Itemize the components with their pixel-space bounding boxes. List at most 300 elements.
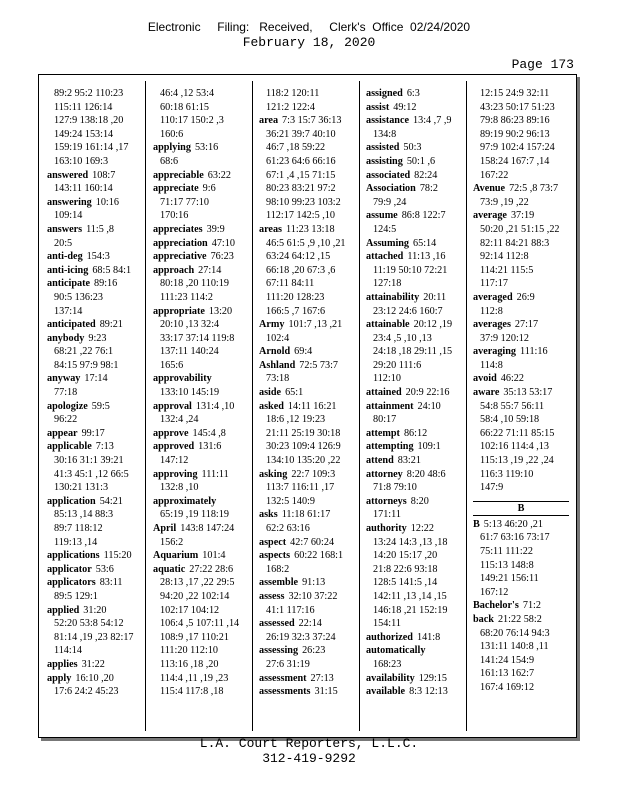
page-line-refs: 171:11 <box>373 509 401 521</box>
index-word: Ashland <box>259 359 296 371</box>
page-line-refs: 50:20 ,21 51:15 ,22 <box>480 223 560 235</box>
filing-stamp: Electronic Filing: Received, Clerk's Office 02/24/2020 <box>147 20 471 34</box>
index-word: applicators <box>47 577 96 589</box>
index-entry <box>153 264 249 278</box>
index-entry <box>473 182 569 196</box>
page-line-refs: 27:17 <box>514 319 539 331</box>
index-word: assigned <box>366 88 403 99</box>
page-line-refs: 166:5 ,7 167:6 <box>266 305 326 317</box>
page-line-refs: 112:17 142:5 ,10 <box>266 210 335 222</box>
page-line-refs: 47:10 <box>211 237 235 249</box>
page-line-refs: 24:10 <box>417 400 441 412</box>
page-line-refs: 111:20 128:23 <box>266 291 325 303</box>
page-line-refs: 50:1 ,6 <box>406 155 436 167</box>
page-line-refs: 69:4 <box>294 346 313 358</box>
page-line-refs: 134:10 135:20 ,22 <box>266 455 341 467</box>
index-entry <box>366 141 462 155</box>
index-word: availability <box>366 672 415 684</box>
index-entry <box>473 318 569 332</box>
page-line-refs: 11:5 ,8 <box>86 223 115 235</box>
index-entry <box>366 454 462 468</box>
page-line-refs: 12:22 <box>410 523 434 534</box>
index-entry <box>473 209 569 223</box>
index-entry <box>259 468 355 482</box>
index-entry <box>366 631 462 645</box>
footer-company: L.A. Court Reporters, L.L.C. <box>199 736 419 751</box>
page-line-refs: 92:14 112:8 <box>480 251 529 263</box>
index-word: assessed <box>259 618 295 630</box>
index-entry <box>366 685 462 699</box>
index-word: averaged <box>473 291 513 303</box>
index-word: attainability <box>366 291 420 303</box>
page-line-refs: 23:12 24:6 160:7 <box>373 305 443 317</box>
page-line-refs: 134:8 <box>373 128 397 140</box>
index-word: authority <box>366 523 407 534</box>
page-line-refs: 7:13 <box>95 441 114 453</box>
index-entry <box>153 563 249 577</box>
page-line-refs: 20:10 ,13 32:4 <box>160 319 220 331</box>
index-word: applied <box>47 604 80 616</box>
page-line-refs: 159:19 161:14 ,17 <box>54 142 129 154</box>
page-line-refs: 52:20 53:8 54:12 <box>54 618 124 630</box>
page-line-refs: 127:9 138:18 ,20 <box>54 115 124 127</box>
page-line-refs: 7:3 15:7 36:13 <box>282 115 342 127</box>
page-line-refs: 42:7 60:24 <box>290 536 335 548</box>
page-line-refs: 86:12 <box>403 427 428 439</box>
page-line-refs: 106:4 ,5 107:11 ,14 <box>160 618 240 630</box>
index-word: applicable <box>47 441 92 453</box>
index-word: approved <box>153 441 195 453</box>
page-line-refs: 82:24 <box>414 169 438 181</box>
page-line-refs: 71:2 <box>522 600 541 612</box>
index-entry <box>366 155 462 169</box>
page-line-refs: 11:13 ,16 <box>407 251 446 263</box>
index-entry <box>259 685 355 699</box>
page-line-refs: 18:6 ,12 19:23 <box>266 414 326 426</box>
page-line-refs: 108:9 ,17 110:21 <box>160 631 229 643</box>
index-entry <box>47 604 143 618</box>
index-word: application <box>47 495 96 507</box>
index-word: anybody <box>47 332 85 344</box>
index-entry <box>366 440 462 454</box>
index-word: Avenue <box>473 183 506 195</box>
page-line-refs: 109:1 <box>417 441 441 453</box>
page-line-refs: 63:24 64:12 ,15 <box>266 251 331 263</box>
page-line-refs: 131:4 ,10 <box>195 400 235 412</box>
page-line-refs: 145:4 ,8 <box>192 427 226 439</box>
index-entry <box>473 345 569 359</box>
index-entry <box>259 114 355 128</box>
index-word: available <box>366 686 406 698</box>
index-word: attempt <box>366 427 400 439</box>
index-word: answering <box>47 196 92 208</box>
footer-phone: 312-419-9292 <box>262 751 356 766</box>
filing-date: February 18, 2020 <box>242 35 376 50</box>
page-line-refs: 79:9 ,24 <box>373 196 407 208</box>
page-line-refs: 27:13 <box>310 672 334 684</box>
index-word: apply <box>47 672 72 684</box>
page-line-refs: 31:22 <box>81 658 105 670</box>
page-line-refs: 21:8 22:6 93:18 <box>373 563 438 575</box>
page-line-refs: 89:5 129:1 <box>54 590 98 602</box>
index-word: answered <box>47 169 89 181</box>
page-line-refs <box>425 645 429 656</box>
page-line-refs: 22:7 109:3 <box>291 468 336 480</box>
page-line-refs: 75:11 111:22 <box>480 546 533 557</box>
index-entry <box>47 196 143 210</box>
page-line-refs: 6:3 <box>406 88 420 99</box>
index-word: applies <box>47 658 78 670</box>
page-line-refs: 16:10 ,20 <box>75 672 114 684</box>
page-line-refs: 115:13 148:8 <box>480 559 534 571</box>
page-line-refs: 80:23 83:21 97:2 <box>266 183 336 195</box>
page-line-refs: 26:23 <box>302 645 326 657</box>
index-word: Bachelor's <box>473 600 519 612</box>
page-line-refs: 116:3 119:10 <box>480 468 534 480</box>
index-entry <box>47 563 143 577</box>
page-line-refs: 102:4 <box>266 332 290 344</box>
page-line-refs: 46:7 ,18 59:22 <box>266 142 326 154</box>
index-word: appreciation <box>153 237 208 249</box>
index-entry <box>259 345 355 359</box>
page-line-refs: 21:11 25:19 30:18 <box>266 427 341 439</box>
page-line-refs: 96:22 <box>54 414 78 426</box>
index-word: attend <box>366 455 394 467</box>
page-line-refs: 142:11 ,13 ,14 ,15 <box>373 590 447 602</box>
page-line-refs: 71:8 79:10 <box>373 482 417 494</box>
index-word: assessment <box>259 672 307 684</box>
column-divider <box>466 81 467 731</box>
page-line-refs: 118:2 120:11 <box>266 88 320 99</box>
page-line-refs: 149:21 156:11 <box>480 573 539 585</box>
page-line-refs: 167:12 <box>480 586 509 598</box>
index-entry <box>153 440 249 454</box>
page-line-refs: 114:4 ,11 ,19 ,23 <box>160 672 229 684</box>
index-entry <box>366 400 462 414</box>
page-line-refs: 35:13 53:17 <box>503 387 553 399</box>
index-word: approve <box>153 427 189 439</box>
page-line-refs: 109:14 <box>54 210 83 222</box>
index-word: assessing <box>259 645 299 657</box>
page-line-refs: 91:13 <box>302 577 326 589</box>
index-entry <box>153 427 249 441</box>
page-line-refs: 13:4 ,7 ,9 <box>413 115 452 127</box>
page-line-refs: 27:14 <box>198 264 222 276</box>
index-word: aquatic <box>153 563 186 575</box>
page-line-refs: 9:23 <box>88 332 107 344</box>
page-line-refs: 61:23 64:6 66:16 <box>266 155 336 167</box>
index-entry <box>366 209 462 223</box>
page-line-refs: 154:3 <box>86 251 110 263</box>
page-line-refs: 28:13 ,17 ,22 29:5 <box>160 577 235 589</box>
page-line-refs: 21:22 58:2 <box>497 613 542 625</box>
index-word: approvability <box>153 373 212 385</box>
page-line-refs: 89:2 95:2 110:23 <box>54 88 124 99</box>
index-entry <box>259 318 355 332</box>
index-word: automatically <box>366 645 426 657</box>
page-line-refs: 165:6 <box>160 359 184 371</box>
page-line-refs: 30:23 109:4 126:9 <box>266 441 341 453</box>
index-entry <box>259 644 355 658</box>
page-line-refs: 77:18 <box>54 387 78 399</box>
page-line-refs: 54:8 55:7 56:11 <box>480 400 545 412</box>
page-line-refs: 154:11 <box>373 618 401 630</box>
page-line-refs: 76:23 <box>210 251 234 263</box>
page-line-refs: 24:18 ,18 29:11 ,15 <box>373 346 453 358</box>
page-line-refs: 32:10 37:22 <box>288 590 338 602</box>
page-line-refs: 11:23 13:18 <box>286 223 335 235</box>
page-line-refs: 97:9 102:4 157:24 <box>480 142 555 154</box>
page-line-refs: 111:20 112:10 <box>160 645 219 657</box>
page-line-refs: 27:22 28:6 <box>189 563 234 575</box>
index-entry <box>473 518 569 532</box>
index-column-2 <box>153 87 249 699</box>
page-line-refs: 101:7 ,13 ,21 <box>288 319 343 331</box>
index-entry <box>366 522 462 536</box>
page-line-refs: 17:6 24:2 45:23 <box>54 686 119 698</box>
page-line-refs: 112:8 <box>480 305 503 317</box>
index-entry <box>153 522 249 536</box>
page-line-refs: 170:16 <box>160 210 189 222</box>
page-line-refs: 72:5 ,8 73:7 <box>509 183 559 195</box>
page-line-refs: 73:18 <box>266 373 290 385</box>
page-line-refs: 117:17 <box>480 278 508 290</box>
page-line-refs: 101:4 <box>202 550 226 562</box>
index-entry <box>153 237 249 251</box>
index-entry <box>47 264 143 278</box>
page-line-refs: 85:13 ,14 88:3 <box>54 509 114 521</box>
page-line-refs: 81:14 ,19 ,23 82:17 <box>54 631 134 643</box>
page-line-refs <box>212 373 216 384</box>
page-line-refs: 23:4 ,5 ,10 ,13 <box>373 332 432 344</box>
index-entry <box>366 237 462 251</box>
page-line-refs: 111:23 114:2 <box>160 291 213 303</box>
index-entry <box>47 318 143 332</box>
index-word: applications <box>47 550 100 562</box>
column-divider <box>252 81 253 731</box>
index-word: attempting <box>366 441 414 453</box>
index-entry <box>259 536 355 550</box>
index-word: anticipated <box>47 319 96 331</box>
page-line-refs: 14:20 15:17 ,20 <box>373 550 438 562</box>
page-line-refs: 143:11 160:14 <box>54 183 113 195</box>
page-line-refs: 62:2 63:16 <box>266 523 310 534</box>
page-line-refs: 65:1 <box>285 387 304 399</box>
index-word: area <box>259 115 279 127</box>
page-line-refs: 27:6 31:19 <box>266 658 310 670</box>
page-line-refs: 59:5 <box>91 400 110 412</box>
index-word: aware <box>473 387 500 399</box>
page-line-refs: 160:6 <box>160 128 184 140</box>
page-line-refs: 66:22 71:11 85:15 <box>480 427 555 439</box>
page-line-refs: 111:16 <box>520 346 548 358</box>
page-line-refs: 129:15 <box>418 672 447 684</box>
page-line-refs: 132:4 ,24 <box>160 414 199 426</box>
index-word: Assuming <box>366 237 410 249</box>
page-line-refs: 22:14 <box>298 618 322 630</box>
index-word: back <box>473 613 494 625</box>
page-line-refs: 9:6 <box>202 183 216 195</box>
index-entry <box>153 182 249 196</box>
index-word: appropriate <box>153 305 205 317</box>
index-word: approximately <box>153 495 217 507</box>
page-line-refs: 11:18 61:17 <box>281 509 331 521</box>
index-word: averaging <box>473 346 517 358</box>
page-line-refs: 99:17 <box>81 427 105 439</box>
index-word: B <box>473 518 480 530</box>
page-line-refs: 43:23 50:17 51:23 <box>480 101 555 113</box>
page-line-refs: 71:17 77:10 <box>160 196 209 208</box>
index-entry <box>47 223 143 237</box>
page-line-refs: 110:17 150:2 ,3 <box>160 115 224 127</box>
index-column-4 <box>366 87 462 699</box>
index-entry <box>473 386 569 400</box>
page-line-refs: 147:9 <box>480 482 504 494</box>
index-word: aspect <box>259 536 287 548</box>
index-entry <box>47 495 143 509</box>
page-line-refs: 83:11 <box>99 577 123 589</box>
page-line-refs: 141:8 <box>416 631 441 643</box>
index-word: appreciates <box>153 223 203 235</box>
index-entry <box>366 182 462 196</box>
page-line-refs: 89:16 <box>94 278 118 290</box>
index-entry <box>366 386 462 400</box>
index-entry <box>153 400 249 414</box>
index-entry <box>366 250 462 264</box>
index-entry <box>153 495 249 509</box>
index-word: assume <box>366 210 398 222</box>
page-line-refs: 102:17 104:12 <box>160 604 220 616</box>
page-line-refs: 68:6 <box>160 155 179 167</box>
page-line-refs: 73:9 ,19 ,22 <box>480 196 529 208</box>
page-line-refs: 31:15 <box>314 686 338 698</box>
page-line-refs: 137:11 140:24 <box>160 346 219 358</box>
page-line-refs: 66:18 ,20 67:3 ,6 <box>266 264 336 276</box>
page-line-refs: 58:4 ,10 59:18 <box>480 414 540 426</box>
page-line-refs: 37:9 120:12 <box>480 332 529 344</box>
page-line-refs: 68:21 ,22 76:1 <box>54 346 114 358</box>
column-divider <box>145 81 146 731</box>
page-line-refs: 90:5 136:23 <box>54 291 103 303</box>
page-line-refs: 130:21 131:3 <box>54 482 109 494</box>
page-line-refs: 127:18 <box>373 278 402 290</box>
page-line-refs: 68:5 84:1 <box>92 264 132 276</box>
page-line-refs: 20:11 <box>423 291 447 303</box>
page-line-refs: 8:20 <box>410 495 429 507</box>
page-line-refs: 114:21 115:5 <box>480 264 534 276</box>
page-line-refs: 115:11 126:14 <box>54 101 113 113</box>
index-entry <box>259 400 355 414</box>
index-entry <box>366 114 462 128</box>
page-line-refs: 29:20 111:6 <box>373 359 422 371</box>
index-word: answers <box>47 223 83 235</box>
index-entry <box>47 250 143 264</box>
index-entry <box>259 223 355 237</box>
index-word: appear <box>47 427 78 439</box>
page-line-refs: 54:21 <box>99 495 123 507</box>
page-line-refs: 115:4 117:8 ,18 <box>160 686 224 698</box>
footer <box>0 736 618 766</box>
page-line-refs: 39:9 <box>206 223 225 235</box>
page-line-refs: 86:8 122:7 <box>401 210 446 222</box>
page-line-refs: 132:5 140:9 <box>266 495 315 507</box>
page-line-refs: 115:13 ,19 ,22 ,24 <box>480 455 554 467</box>
index-entry <box>473 599 569 613</box>
page-line-refs: 11:19 50:10 72:21 <box>373 264 448 276</box>
index-entry <box>259 672 355 686</box>
page-line-refs: 147:12 <box>160 455 189 467</box>
page-line-refs: 131:6 <box>198 441 222 453</box>
page-line-refs: 13:20 <box>208 305 233 317</box>
index-entry <box>259 508 355 522</box>
index-word: areas <box>259 223 283 235</box>
index-word: Aquarium <box>153 550 199 562</box>
page-line-refs: 98:10 99:23 103:2 <box>266 196 341 208</box>
page-line-refs: 168:23 <box>373 658 402 670</box>
index-entry <box>153 141 249 155</box>
page-line-refs: 49:12 <box>393 101 417 113</box>
index-entry <box>47 440 143 454</box>
page-line-refs: 94:20 ,22 102:14 <box>160 590 230 602</box>
index-word: avoid <box>473 373 497 385</box>
page-line-refs: 141:24 154:9 <box>480 654 535 666</box>
page-line-refs: 53:16 <box>194 142 219 154</box>
index-word: asking <box>259 468 288 480</box>
page-line-refs: 26:19 32:3 37:24 <box>266 631 336 643</box>
page-number: Page 173 <box>511 57 574 72</box>
page-line-refs: 102:16 114:4 ,13 <box>480 441 549 453</box>
page-line-refs: 132:8 ,10 <box>160 482 199 494</box>
index-entry <box>47 427 143 441</box>
index-entry <box>259 590 355 604</box>
page-line-refs: 46:22 <box>500 373 524 385</box>
page-line-refs: 131:11 140:8 ,11 <box>480 641 549 653</box>
word-index-panel <box>38 74 577 738</box>
page-line-refs: 82:11 84:21 88:3 <box>480 237 550 249</box>
page-line-refs: 112:10 <box>373 373 401 385</box>
page-line-refs: 20:5 <box>54 237 73 249</box>
index-entry <box>366 672 462 686</box>
index-word: averages <box>473 319 511 331</box>
index-word: aspects <box>259 550 291 562</box>
index-word: assist <box>366 101 390 113</box>
page-line-refs: 79:8 86:23 89:16 <box>480 115 550 127</box>
page-line-refs: 84:15 97:9 98:1 <box>54 359 119 371</box>
page-line-refs: 10:16 <box>95 196 119 208</box>
index-entry <box>366 87 462 101</box>
index-entry <box>366 468 462 482</box>
column-divider <box>359 81 360 731</box>
page-line-refs: 5:13 46:20 ,21 <box>483 518 543 530</box>
page-line-refs: 60:18 61:15 <box>160 101 209 113</box>
index-entry <box>366 291 462 305</box>
index-word: assistance <box>366 115 410 127</box>
page-line-refs: 68:20 76:14 94:3 <box>480 627 550 639</box>
page-line-refs: 89:21 <box>99 319 123 331</box>
page-line-refs: 115:20 <box>103 550 132 562</box>
index-entry <box>153 305 249 319</box>
page-line-refs: 65:19 ,19 118:19 <box>160 509 229 521</box>
index-word: assess <box>259 590 285 602</box>
index-word: apologize <box>47 400 88 412</box>
page-line-refs: 67:11 84:11 <box>266 278 315 290</box>
index-word: assisting <box>366 155 403 167</box>
page-line-refs: 67:1 ,4 ,15 71:15 <box>266 169 336 181</box>
index-word: assessments <box>259 686 311 698</box>
index-entry <box>473 291 569 305</box>
index-word: approach <box>153 264 195 276</box>
index-word: anti-icing <box>47 264 89 276</box>
